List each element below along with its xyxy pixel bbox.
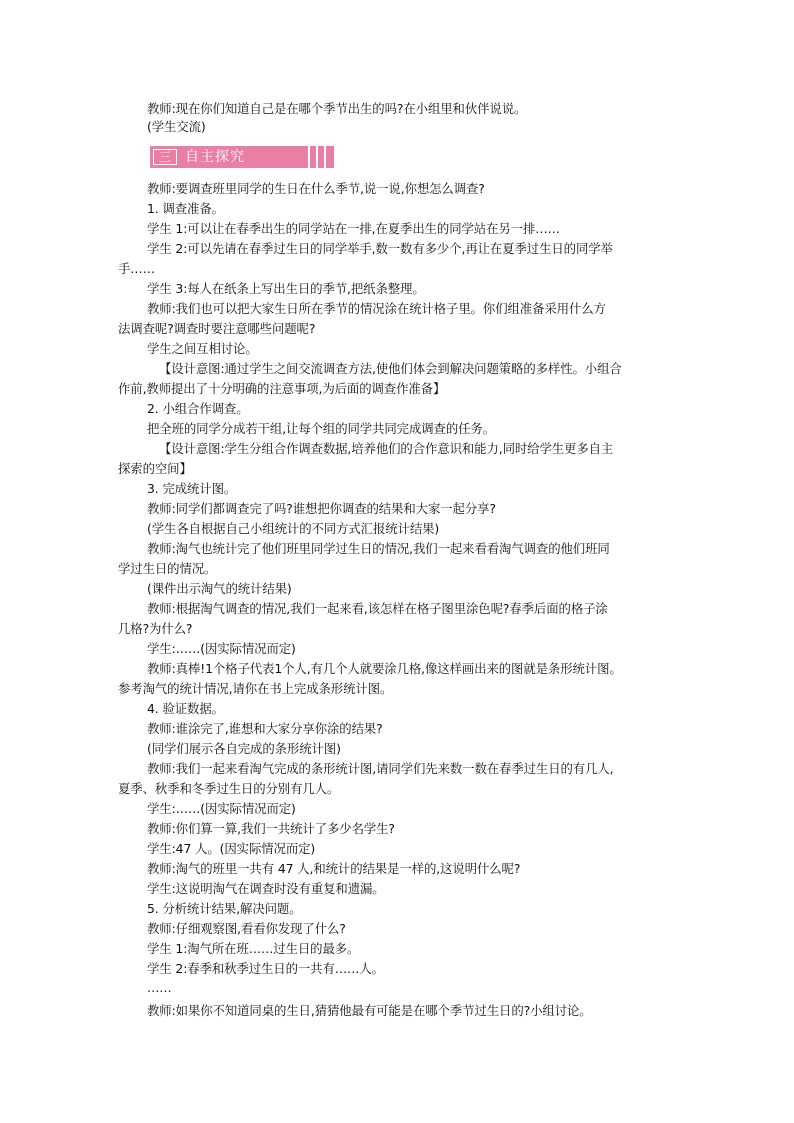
banner-stripe	[324, 146, 326, 168]
step-heading: 5. 分析统计结果,解决问题。	[147, 901, 302, 916]
text-line: 学生 3:每人在纸条上写出生日的季节,把纸条整理。	[147, 281, 425, 296]
text-line: (学生各自根据自己小组统计的不同方式汇报统计结果)	[147, 521, 440, 536]
text-line: 学生 1:可以让在春季出生的同学站在一排,在夏季出生的同学站在另一排……	[147, 221, 560, 236]
text-line: 教师:淘气也统计完了他们班里同学过生日的情况,我们一起来看看淘气调查的他们班同	[147, 541, 610, 556]
design-note: 【设计意图:学生分组合作调查数据,培养他们的合作意识和能力,同时给学生更多自主	[159, 441, 614, 456]
text-line: (同学们展示各自完成的条形统计图)	[147, 741, 341, 756]
text-line: 法调查呢?调查时要注意哪些问题呢?	[118, 321, 316, 336]
design-note: 探索的空间】	[118, 461, 192, 476]
text-line: 教师:我们也可以把大家生日所在季节的情况涂在统计格子里。你们组准备采用什么方	[147, 301, 606, 316]
text-line: ……	[147, 980, 172, 995]
text-line: 学生:这说明淘气在调查时没有重复和遗漏。	[147, 881, 385, 896]
text-line: 学生:……(因实际情况而定)	[147, 801, 296, 816]
text-line: 教师:淘气的班里一共有 47 人,和统计的结果是一样的,这说明什么呢?	[147, 861, 521, 876]
text-line: (课件出示淘气的统计结果)	[147, 581, 292, 596]
design-note: 作前,教师提出了十分明确的注意事项,为后面的调查作准备】	[118, 381, 446, 396]
text-line: 教师:谁涂完了,谁想和大家分享你涂的结果?	[147, 721, 383, 736]
step-heading: 3. 完成统计图。	[147, 481, 237, 496]
text-line: 学生 2:春季和秋季过生日的一共有……人。	[147, 961, 384, 976]
step-heading: 1. 调查准备。	[147, 201, 224, 216]
text-line: 手……	[118, 261, 155, 276]
text-line: 学生 1:淘气所在班……过生日的最多。	[147, 941, 360, 956]
text-line: 教师:仔细观察图,看看你发现了什么?	[147, 921, 346, 936]
section-banner	[150, 146, 334, 168]
text-line: 学生 2:可以先请在春季过生日的同学举手,数一数有多少个,再让在夏季过生日的同学举	[147, 241, 613, 256]
text-line: 夏季、秋季和冬季过生日的分别有几人。	[118, 781, 340, 796]
design-note: 【设计意图:通过学生之间交流调查方法,使他们体会到解决问题策略的多样性。小组合	[159, 361, 622, 376]
text-line: 教师:根据淘气调查的情况,我们一起来看,该怎样在格子图里涂色呢?春季后面的格子涂	[147, 601, 608, 616]
banner-stripe	[308, 146, 310, 168]
text-line: 教师:同学们都调查完了吗?谁想把你调查的结果和大家一起分享?	[147, 501, 496, 516]
text-line: 学生之间互相讨论。	[147, 341, 258, 356]
text-line: 教师:要调查班里同学的生日在什么季节,说一说,你想怎么调查?	[147, 181, 485, 196]
text-line: 教师:真棒!1个格子代表1个人,有几个人就要涂几格,像这样画出来的图就是条形统计图。	[147, 661, 622, 676]
text-line: 参考淘气的统计情况,请你在书上完成条形统计图。	[118, 681, 393, 696]
text-line: 教师:现在你们知道自己是在哪个季节出生的吗?在小组里和伙伴说说。	[147, 101, 527, 116]
text-line: 教师:我们一起来看淘气完成的条形统计图,请同学们先来数一数在春季过生日的有几人,	[147, 761, 614, 776]
text-line: (学生交流)	[147, 119, 206, 134]
step-heading: 4. 验证数据。	[147, 701, 224, 716]
step-heading: 2. 小组合作调查。	[147, 401, 249, 416]
text-line: 教师:你们算一算,我们一共统计了多少名学生?	[147, 821, 395, 836]
text-line: 学生:47 人。(因实际情况而定)	[147, 841, 316, 856]
text-line: 教师:如果你不知道同桌的生日,猜猜他最有可能是在哪个季节过生日的?小组讨论。	[147, 1003, 592, 1018]
text-line: 把全班的同学分成若干组,让每个组的同学共同完成调查的任务。	[147, 421, 495, 436]
section-number: 三	[153, 149, 177, 165]
banner-stripe	[316, 146, 318, 168]
section-title: 自主探究	[185, 149, 245, 165]
text-line: 学过生日的情况。	[118, 561, 217, 576]
text-line: 学生:……(因实际情况而定)	[147, 641, 296, 656]
text-line: 几格?为什么?	[118, 621, 193, 636]
